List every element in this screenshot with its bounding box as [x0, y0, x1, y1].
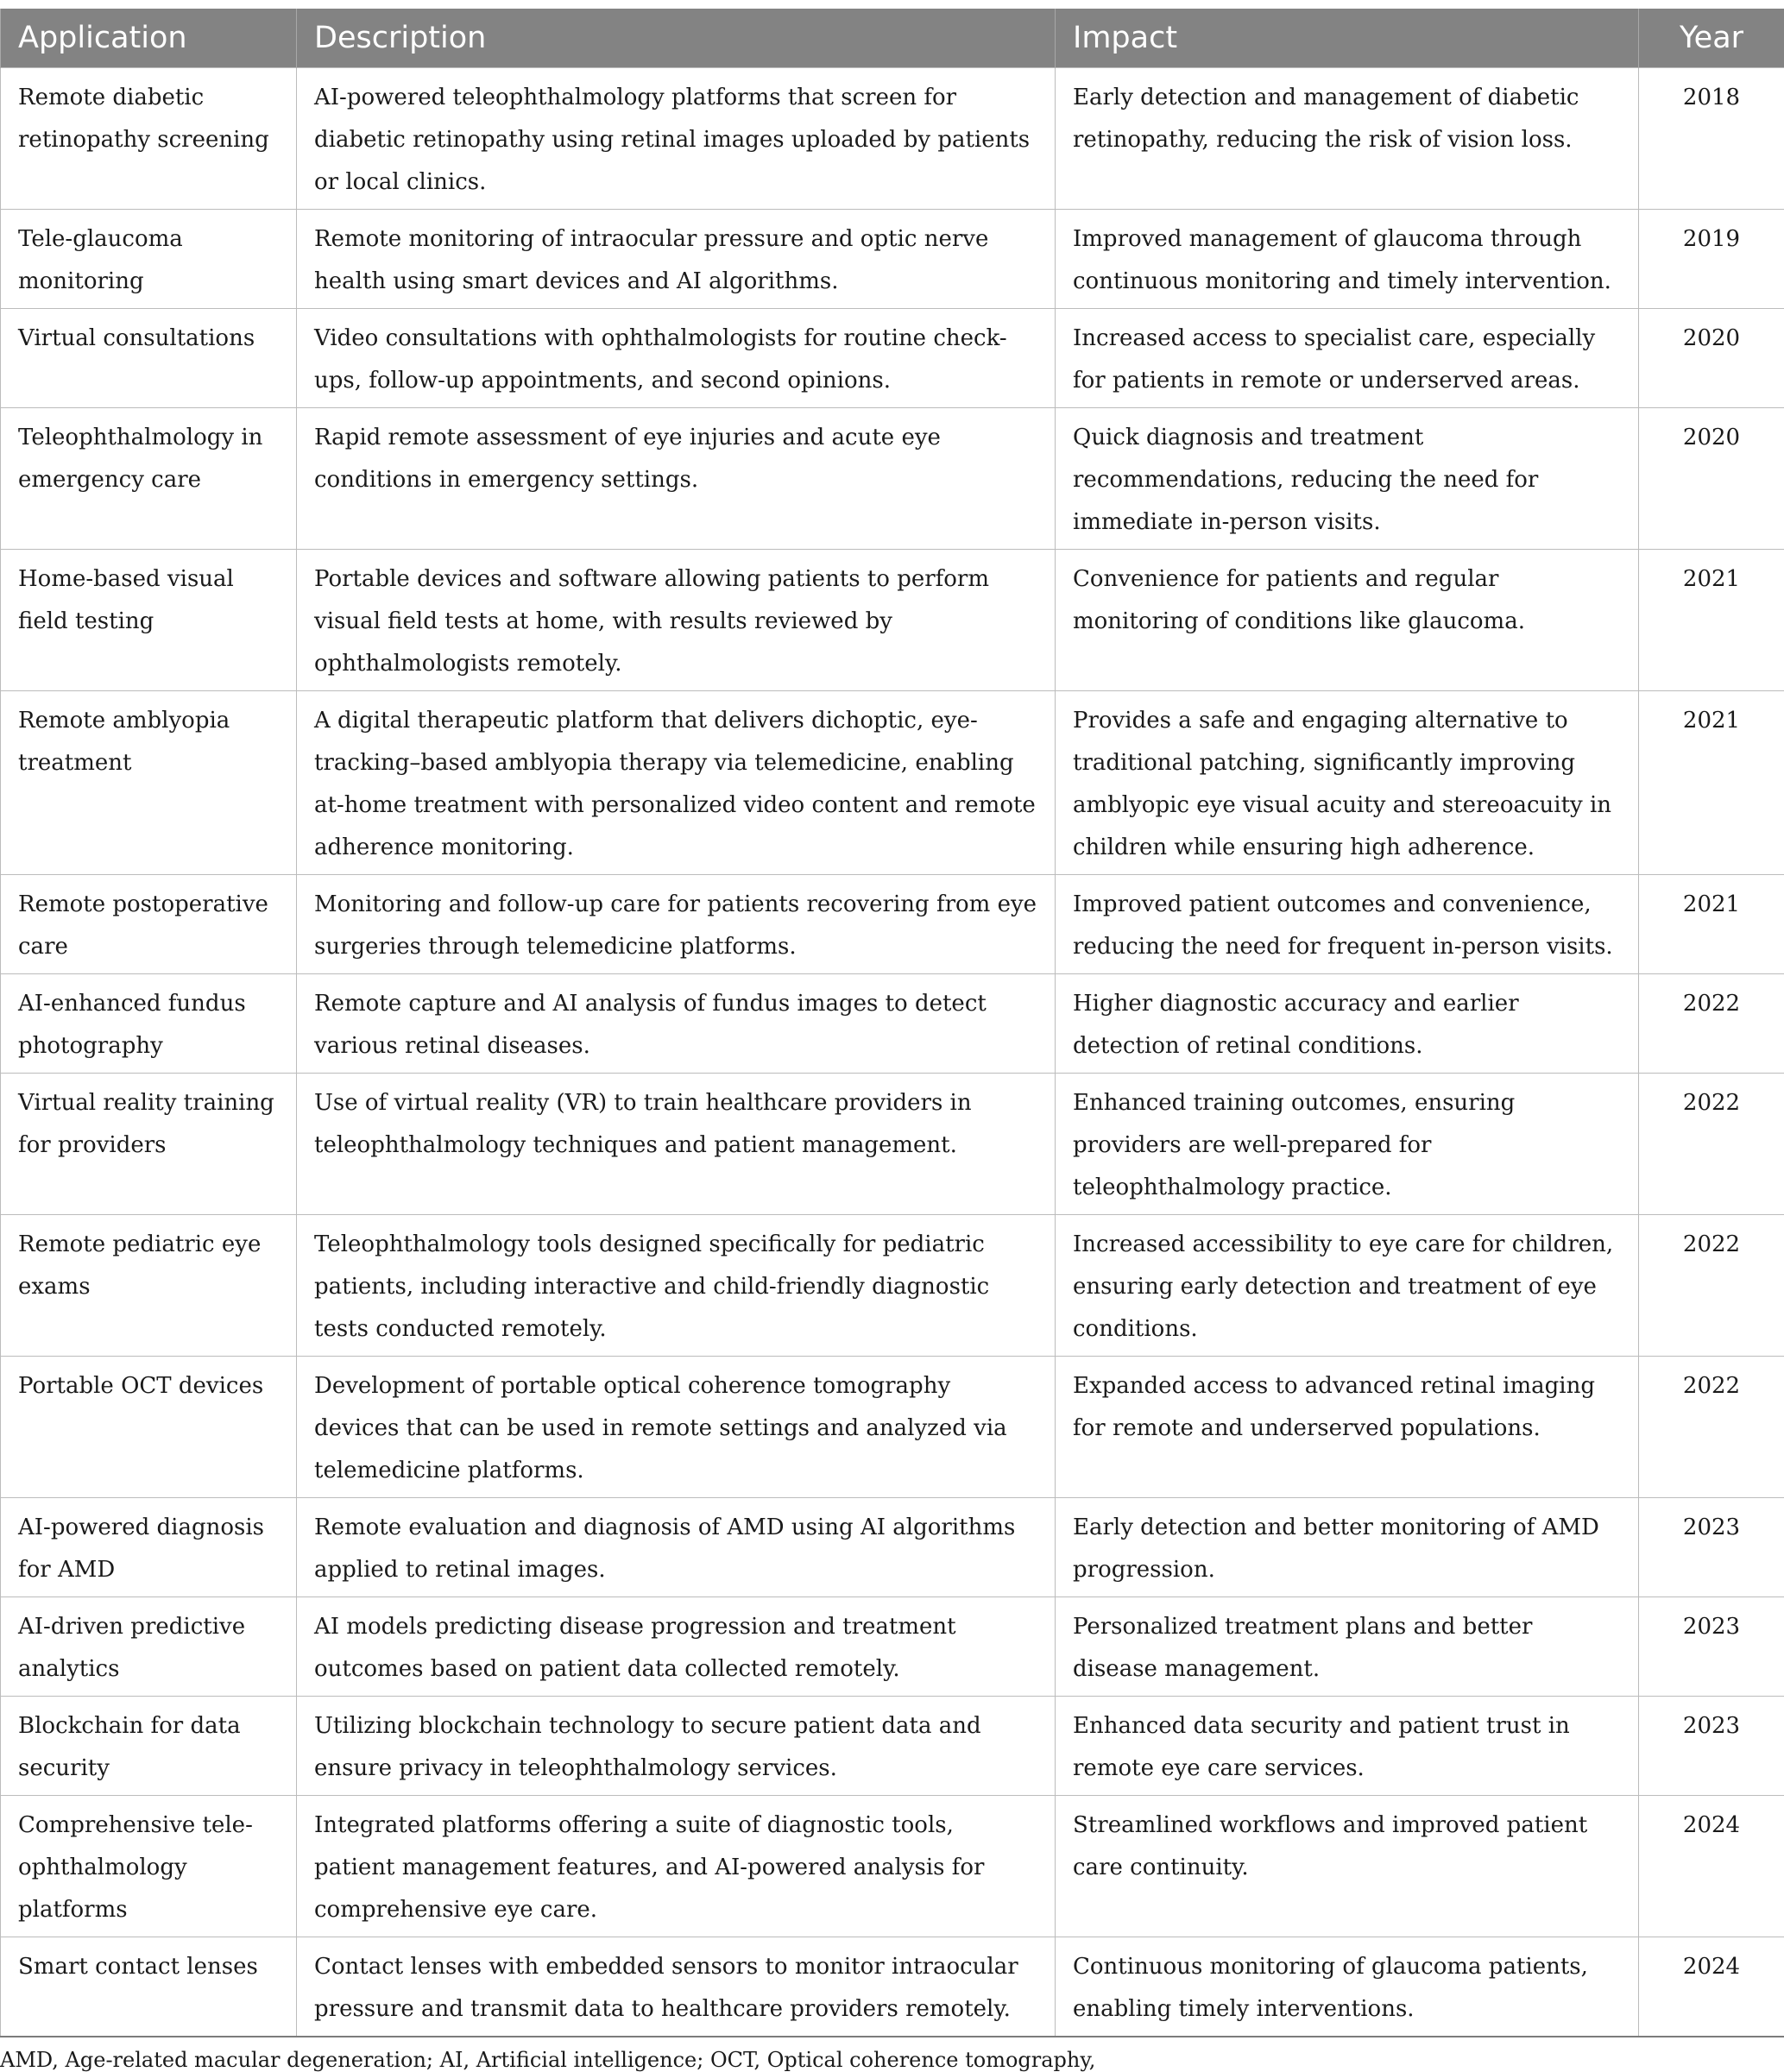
cell-application: Comprehensive tele-ophthalmology platforms [1, 1796, 297, 1937]
table-row [1, 1215, 1784, 1357]
table-body [1, 68, 1784, 2037]
cell-impact: Improved management of glaucoma through continuous monitoring and timely intervention. [1056, 210, 1639, 309]
cell-year: 2020 [1639, 408, 1784, 550]
cell-description: Remote monitoring of intraocular pressure and optic nerve health using smart devices and AI algorithms. [297, 210, 1056, 309]
cell-application: Remote diabetic retinopathy screening [1, 68, 297, 210]
cell-year: 2023 [1639, 1597, 1784, 1697]
cell-year: 2021 [1639, 691, 1784, 875]
cell-description: AI-powered teleophthalmology platforms that screen for diabetic retinopathy using retinal images uploaded by patients or local clinics. [297, 68, 1056, 210]
cell-application: AI-driven predictive analytics [1, 1597, 297, 1697]
cell-year: 2024 [1639, 1796, 1784, 1937]
applications-table [0, 9, 1784, 2037]
cell-impact: Quick diagnosis and treatment recommendations, reducing the need for immediate in-person visits. [1056, 408, 1639, 550]
table-row [1, 68, 1784, 210]
cell-description: Portable devices and software allowing patients to perform visual field tests at home, with results reviewed by ophthalmologists remotely. [297, 550, 1056, 691]
table-row [1, 1937, 1784, 2037]
table-row [1, 691, 1784, 875]
cell-description: A digital therapeutic platform that delivers dichoptic, eye-tracking–based amblyopia therapy via telemedicine, enabling at-home treatment with personalized video content and remote adherence monitoring. [297, 691, 1056, 875]
table-row [1, 1597, 1784, 1697]
cell-description: Utilizing blockchain technology to secure patient data and ensure privacy in teleophthalmology services. [297, 1697, 1056, 1796]
cell-description: Video consultations with ophthalmologists for routine check-ups, follow-up appointments, and second opinions. [297, 309, 1056, 408]
cell-year: 2021 [1639, 875, 1784, 974]
cell-impact: Higher diagnostic accuracy and earlier detection of retinal conditions. [1056, 974, 1639, 1074]
cell-year: 2024 [1639, 1937, 1784, 2037]
cell-description: Use of virtual reality (VR) to train healthcare providers in teleophthalmology techniques and patient management. [297, 1074, 1056, 1215]
cell-application: Virtual reality training for providers [1, 1074, 297, 1215]
cell-description: Teleophthalmology tools designed specifically for pediatric patients, including interactive and child-friendly diagnostic tests conducted remotely. [297, 1215, 1056, 1357]
header-application: Application [1, 9, 297, 68]
cell-impact: Provides a safe and engaging alternative to traditional patching, significantly improving amblyopic eye visual acuity and stereoacuity in children while ensuring high adherence. [1056, 691, 1639, 875]
cell-impact: Early detection and better monitoring of AMD progression. [1056, 1498, 1639, 1597]
cell-description: Remote evaluation and diagnosis of AMD using AI algorithms applied to retinal images. [297, 1498, 1056, 1597]
cell-application: Portable OCT devices [1, 1357, 297, 1498]
cell-year: 2023 [1639, 1697, 1784, 1796]
cell-description: Rapid remote assessment of eye injuries and acute eye conditions in emergency settings. [297, 408, 1056, 550]
cell-impact: Personalized treatment plans and better disease management. [1056, 1597, 1639, 1697]
cell-impact: Enhanced data security and patient trust in remote eye care services. [1056, 1697, 1639, 1796]
header-year: Year [1639, 9, 1784, 68]
cell-year: 2023 [1639, 1498, 1784, 1597]
cell-application: AI-enhanced fundus photography [1, 974, 297, 1074]
cell-impact: Enhanced training outcomes, ensuring providers are well-prepared for teleophthalmology practice. [1056, 1074, 1639, 1215]
table-row [1, 1498, 1784, 1597]
cell-year: 2021 [1639, 550, 1784, 691]
header-impact: Impact [1056, 9, 1639, 68]
table-footnote: AMD, Age-related macular degeneration; AI, Artificial intelligence; OCT, Optical coherence tomography, [0, 2048, 1784, 2072]
header-row [1, 9, 1784, 68]
cell-year: 2022 [1639, 1074, 1784, 1215]
cell-application: Virtual consultations [1, 309, 297, 408]
cell-impact: Early detection and management of diabetic retinopathy, reducing the risk of vision loss. [1056, 68, 1639, 210]
header-description: Description [297, 9, 1056, 68]
table-row [1, 1074, 1784, 1215]
cell-year: 2022 [1639, 1357, 1784, 1498]
cell-impact: Convenience for patients and regular monitoring of conditions like glaucoma. [1056, 550, 1639, 691]
cell-description: AI models predicting disease progression and treatment outcomes based on patient data collected remotely. [297, 1597, 1056, 1697]
table-row [1, 309, 1784, 408]
table-row [1, 550, 1784, 691]
cell-impact: Expanded access to advanced retinal imaging for remote and underserved populations. [1056, 1357, 1639, 1498]
cell-description: Integrated platforms offering a suite of diagnostic tools, patient management features, and AI-powered analysis for comprehensive eye care. [297, 1796, 1056, 1937]
cell-impact: Streamlined workflows and improved patient care continuity. [1056, 1796, 1639, 1937]
cell-impact: Improved patient outcomes and convenience, reducing the need for frequent in-person visits. [1056, 875, 1639, 974]
cell-application: Tele-glaucoma monitoring [1, 210, 297, 309]
cell-description: Contact lenses with embedded sensors to monitor intraocular pressure and transmit data to healthcare providers remotely. [297, 1937, 1056, 2037]
cell-application: Blockchain for data security [1, 1697, 297, 1796]
table-row [1, 974, 1784, 1074]
table-row [1, 1697, 1784, 1796]
cell-application: Remote amblyopia treatment [1, 691, 297, 875]
table-row [1, 875, 1784, 974]
table-container [0, 9, 1784, 2072]
cell-impact: Continuous monitoring of glaucoma patients, enabling timely interventions. [1056, 1937, 1639, 2037]
cell-application: Remote postoperative care [1, 875, 297, 974]
cell-description: Monitoring and follow-up care for patients recovering from eye surgeries through telemedicine platforms. [297, 875, 1056, 974]
table-row [1, 1796, 1784, 1937]
table-header [1, 9, 1784, 68]
cell-description: Remote capture and AI analysis of fundus images to detect various retinal diseases. [297, 974, 1056, 1074]
cell-application: Teleophthalmology in emergency care [1, 408, 297, 550]
cell-application: Home-based visual field testing [1, 550, 297, 691]
cell-year: 2020 [1639, 309, 1784, 408]
cell-year: 2018 [1639, 68, 1784, 210]
cell-year: 2022 [1639, 1215, 1784, 1357]
cell-year: 2022 [1639, 974, 1784, 1074]
cell-application: Remote pediatric eye exams [1, 1215, 297, 1357]
cell-application: AI-powered diagnosis for AMD [1, 1498, 297, 1597]
cell-application: Smart contact lenses [1, 1937, 297, 2037]
table-row [1, 1357, 1784, 1498]
cell-impact: Increased access to specialist care, especially for patients in remote or underserved areas. [1056, 309, 1639, 408]
cell-impact: Increased accessibility to eye care for children, ensuring early detection and treatment of eye conditions. [1056, 1215, 1639, 1357]
table-row [1, 408, 1784, 550]
cell-description: Development of portable optical coherence tomography devices that can be used in remote settings and analyzed via telemedicine platforms. [297, 1357, 1056, 1498]
table-row [1, 210, 1784, 309]
cell-year: 2019 [1639, 210, 1784, 309]
